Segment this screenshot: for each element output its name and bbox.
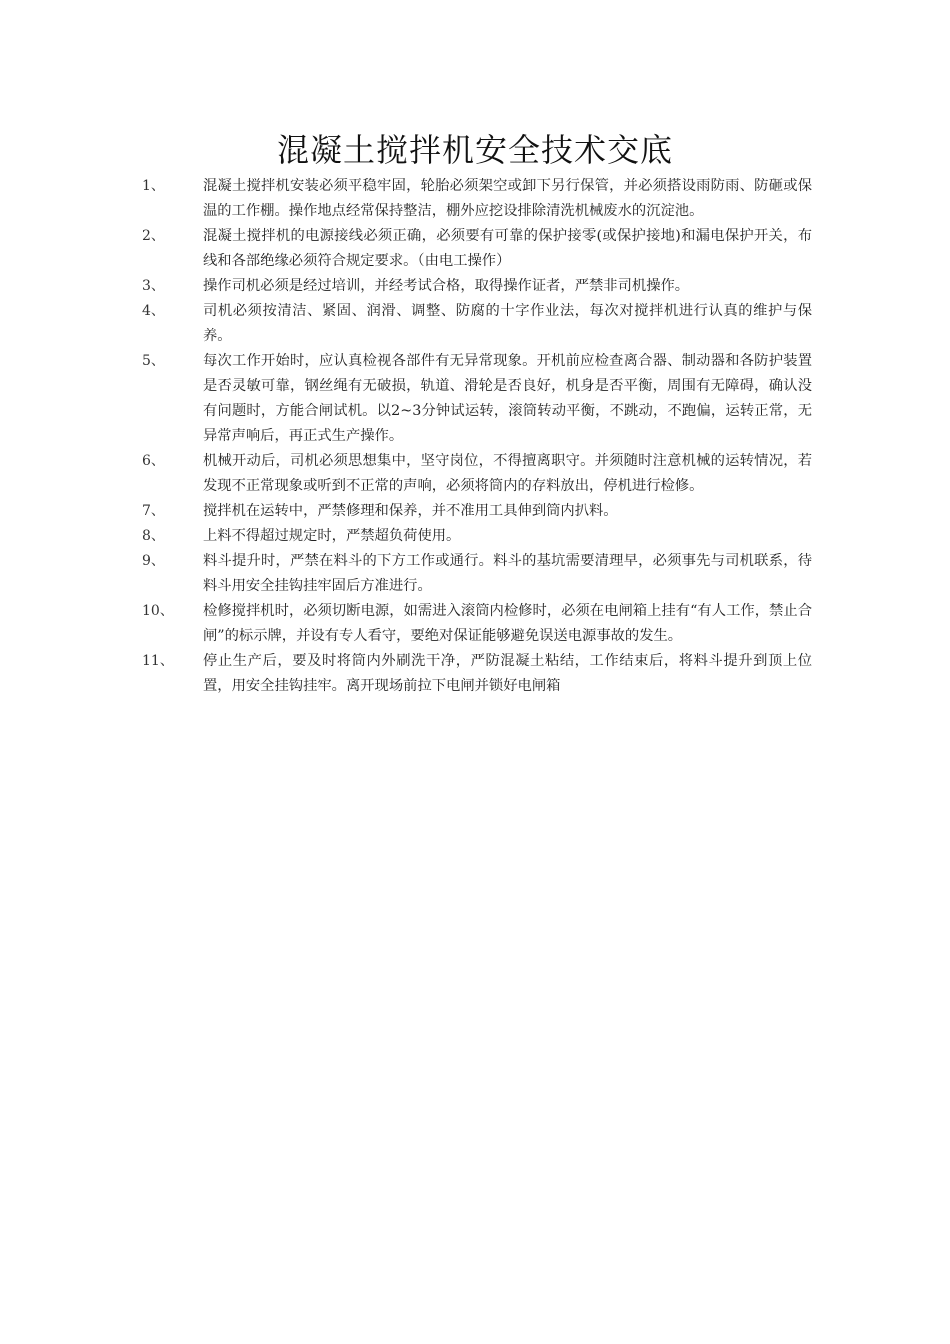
item-number: 11、 [142, 653, 174, 669]
item-text: 停止生产后，要及时将筒内外刷洗干净，严防混凝土粘结，工作结束后，将料斗提升到顶上位置，用安全挂钩挂牢。离开现场前拉下电闸并锁好电闸箱 [203, 653, 812, 694]
item-text: 料斗提升时，严禁在料斗的下方工作或通行。料斗的基坑需要清理早，必须事先与司机联系，待料斗用安全挂钩挂牢固后方准进行。 [203, 553, 812, 594]
item-text: 每次工作开始时，应认真检视各部件有无异常现象。开机前应检查离合器、制动器和各防护装置是否灵敏可靠，钢丝绳有无破损，轨道、滑轮是否良好，机身是否平衡，周围有无障碍，确认没有问题时，方能合闸试机。以2~3分钟试运转，滚筒转动平衡，不跳动，不跑偏，运转正常，无异常声响后，再正式生产操作。 [203, 353, 812, 444]
list-item [142, 524, 812, 549]
item-number: 5、 [142, 353, 165, 369]
list-item [142, 274, 812, 299]
list-item [142, 174, 812, 224]
list-item [142, 449, 812, 499]
list-item [142, 224, 812, 274]
list-item [142, 499, 812, 524]
item-text: 搅拌机在运转中，严禁修理和保养，并不准用工具伸到筒内扒料。 [203, 503, 618, 519]
list-item [142, 599, 812, 649]
item-number: 10、 [142, 603, 174, 619]
item-number: 6、 [142, 453, 165, 469]
list-item [142, 299, 812, 349]
safety-rules-list [142, 174, 812, 699]
item-number: 4、 [142, 303, 165, 319]
item-number: 9、 [142, 553, 165, 569]
item-text: 检修搅拌机时，必须切断电源，如需进入滚筒内检修时，必须在电闸箱上挂有“有人工作，禁止合闸”的标示牌，并设有专人看守，要绝对保证能够避免误送电源事故的发生。 [203, 603, 812, 644]
item-text: 机械开动后，司机必须思想集中，坚守岗位，不得擅离职守。并须随时注意机械的运转情况，若发现不正常现象或听到不正常的声响，必须将筒内的存料放出，停机进行检修。 [203, 453, 812, 494]
item-text: 司机必须按清洁、紧固、润滑、调整、防腐的十字作业法，每次对搅拌机进行认真的维护与保养。 [203, 303, 812, 344]
item-text: 操作司机必须是经过培训，并经考试合格，取得操作证者，严禁非司机操作。 [203, 278, 690, 294]
item-text: 上料不得超过规定时，严禁超负荷使用。 [203, 528, 461, 544]
item-number: 8、 [142, 528, 165, 544]
list-item [142, 649, 812, 699]
item-number: 3、 [142, 278, 165, 294]
item-number: 2、 [142, 228, 165, 244]
list-item [142, 549, 812, 599]
item-text: 混凝土搅拌机的电源接线必须正确，必须要有可靠的保护接零(或保护接地)和漏电保护开关，布线和各部绝缘必须符合规定要求。（由电工操作） [203, 228, 812, 269]
list-item [142, 349, 812, 449]
item-text: 混凝土搅拌机安装必须平稳牢固，轮胎必须架空或卸下另行保管，并必须搭设雨防雨、防砸或保温的工作棚。操作地点经常保持整洁，棚外应挖设排除清洗机械废水的沉淀池。 [203, 178, 812, 219]
item-number: 1、 [142, 178, 165, 194]
item-number: 7、 [142, 503, 165, 519]
document-title: 混凝土搅拌机安全技术交底 [276, 131, 673, 169]
